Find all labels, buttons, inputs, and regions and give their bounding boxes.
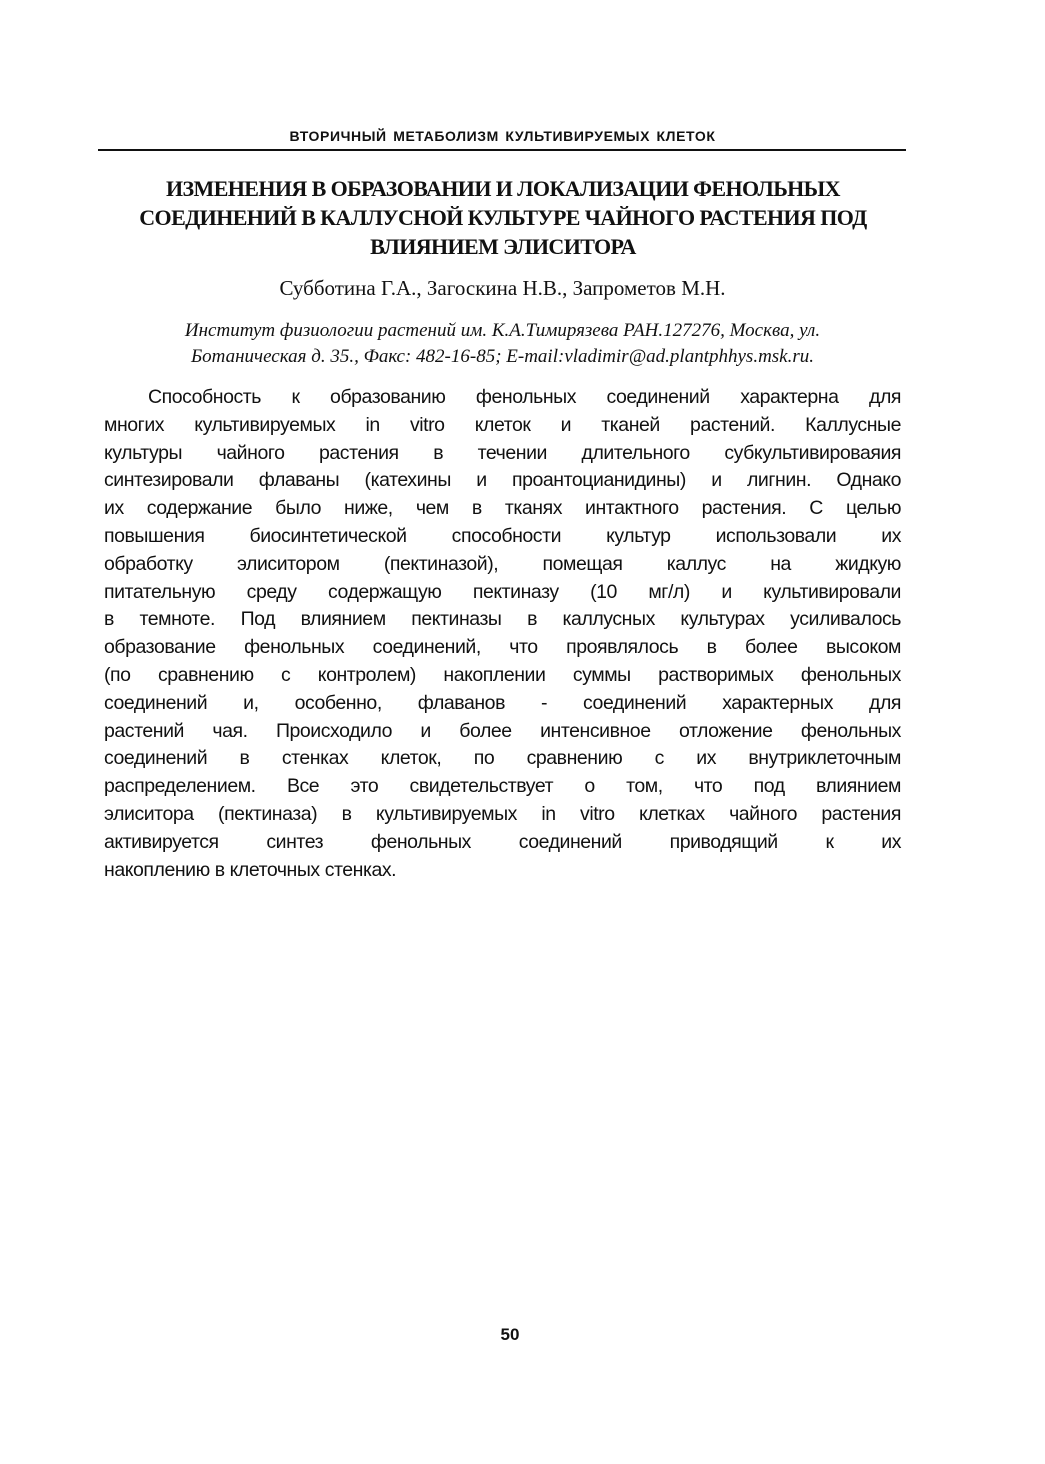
abstract-line: многих культивируемых in vitro клеток и тканей растений. Каллусные [104,413,901,436]
header-divider [98,149,906,151]
abstract-line: культуры чайного растения в течении длительного субкультивироваяия [104,441,901,464]
running-header: ВТОРИЧНЫЙ МЕТАБОЛИЗМ КУЛЬТИВИРУЕМЫХ КЛЕТОК [289,128,716,144]
authors: Субботина Г.А., Загоскина Н.В., Запрометов М.Н. [279,276,726,300]
abstract-line: образование фенольных соединений, что проявлялось в более высоком [104,636,901,659]
page-number: 50 [500,1325,520,1344]
abstract-line: обработку элиситором (пектиназой), помещая каллус на жидкую [104,552,901,575]
abstract-line: соединений и, особенно, флаванов - соединений характерных для [104,691,901,714]
abstract-line: их содержание было ниже, чем в тканях интактного растения. С целью [104,497,901,520]
abstract-line: в темноте. Под влиянием пектиназы в каллусных культурах усиливалось [104,608,901,631]
title-line: ВЛИЯНИЕМ ЭЛИСИТОРА [370,234,636,259]
abstract-body [104,384,901,884]
abstract-line: повышения биосинтетической способности культур использовали их [104,524,901,547]
abstract-line: растений чая. Происходило и более интенсивное отложение фенольных [104,719,901,742]
abstract-line: накоплению в клеточных стенках. [104,858,397,881]
abstract-line: синтезировали флаваны (катехины и проантоцианидины) и лигнин. Однако [104,469,901,492]
abstract-line: соединений в стенках клеток, по сравнению с их внутриклеточным [104,747,901,770]
abstract-line: (по сравнению с контролем) накоплении суммы растворимых фенольных [104,663,901,686]
affiliation-line: Институт физиологии растений им. К.А.Тимирязева РАН.127276, Москва, ул. [184,320,821,341]
abstract-line: Способность к образованию фенольных соединений характерна для [148,386,901,408]
affiliation [100,318,905,370]
abstract-line: элиситора (пектиназа) в культивируемых in vitro клетках чайного растения [104,802,901,825]
abstract-line: активируется синтез фенольных соединений приводящий к их [104,830,901,853]
article-title [98,174,908,261]
abstract-line: распределением. Все это свидетельствует о том, что под влиянием [104,775,901,798]
abstract-line: питательную среду содержащую пектиназу (10 мг/л) и культивировали [104,580,901,603]
title-line: СОЕДИНЕНИЙ В КАЛЛУСНОЙ КУЛЬТУРЕ ЧАЙНОГО РАСТЕНИЯ ПОД [139,205,867,230]
affiliation-line: Ботаническая д. 35., Факс: 482-16-85; E-mail:vladimir@ad.plantphhys.msk.ru. [190,346,815,367]
title-line: ИЗМЕНЕНИЯ В ОБРАЗОВАНИИ И ЛОКАЛИЗАЦИИ ФЕНОЛЬНЫХ [166,176,840,201]
